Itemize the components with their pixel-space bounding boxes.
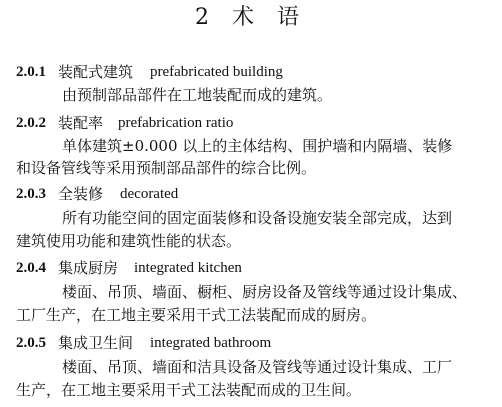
- term-english: integrated kitchen: [134, 260, 242, 276]
- term-chinese: 装配式建筑: [58, 63, 134, 81]
- term-english: prefabrication ratio: [118, 115, 234, 131]
- term-english: integrated bathroom: [150, 335, 272, 351]
- term-number: 2.0.4: [16, 260, 46, 276]
- term-definition-line: 楼面、吊顶、墙面和洁具设备及管线等通过设计集成、工厂: [62, 358, 453, 376]
- term-definition-line: 生产，在工地主要采用干式工法装配而成的卫生间。: [16, 381, 362, 399]
- term-definition-line: 和设备管线等采用预制部品部件的综合比例。: [16, 159, 317, 177]
- term-definition-line: 所有功能空间的固定面装修和设备设施安装全部完成，达到: [62, 209, 453, 227]
- term-definition-line: 工厂生产，在工地主要采用干式工法装配而成的厨房。: [16, 306, 377, 324]
- term-chinese: 装配率: [58, 114, 104, 132]
- term-definition-line: 由预制部品部件在工地装配而成的建筑。: [62, 86, 333, 104]
- term-number: 2.0.5: [16, 335, 46, 351]
- term-number: 2.0.1: [16, 64, 46, 80]
- section-heading: 2 术 语: [195, 5, 307, 30]
- term-english: decorated: [120, 186, 179, 202]
- term-number: 2.0.3: [16, 186, 46, 202]
- term-chinese: 集成卫生间: [58, 334, 134, 352]
- term-chinese: 集成厨房: [58, 259, 119, 277]
- term-chinese: 全装修: [58, 185, 104, 203]
- term-number: 2.0.2: [16, 115, 46, 131]
- term-english: prefabricated building: [150, 64, 283, 80]
- term-definition-line: 单体建筑±0.000 以上的主体结构、围护墙和内隔墙、装修: [62, 137, 453, 155]
- term-definition-line: 建筑使用功能和建筑性能的状态。: [16, 232, 242, 250]
- term-definition-line: 楼面、吊顶、墙面、橱柜、厨房设备及管线等通过设计集成、: [62, 283, 468, 301]
